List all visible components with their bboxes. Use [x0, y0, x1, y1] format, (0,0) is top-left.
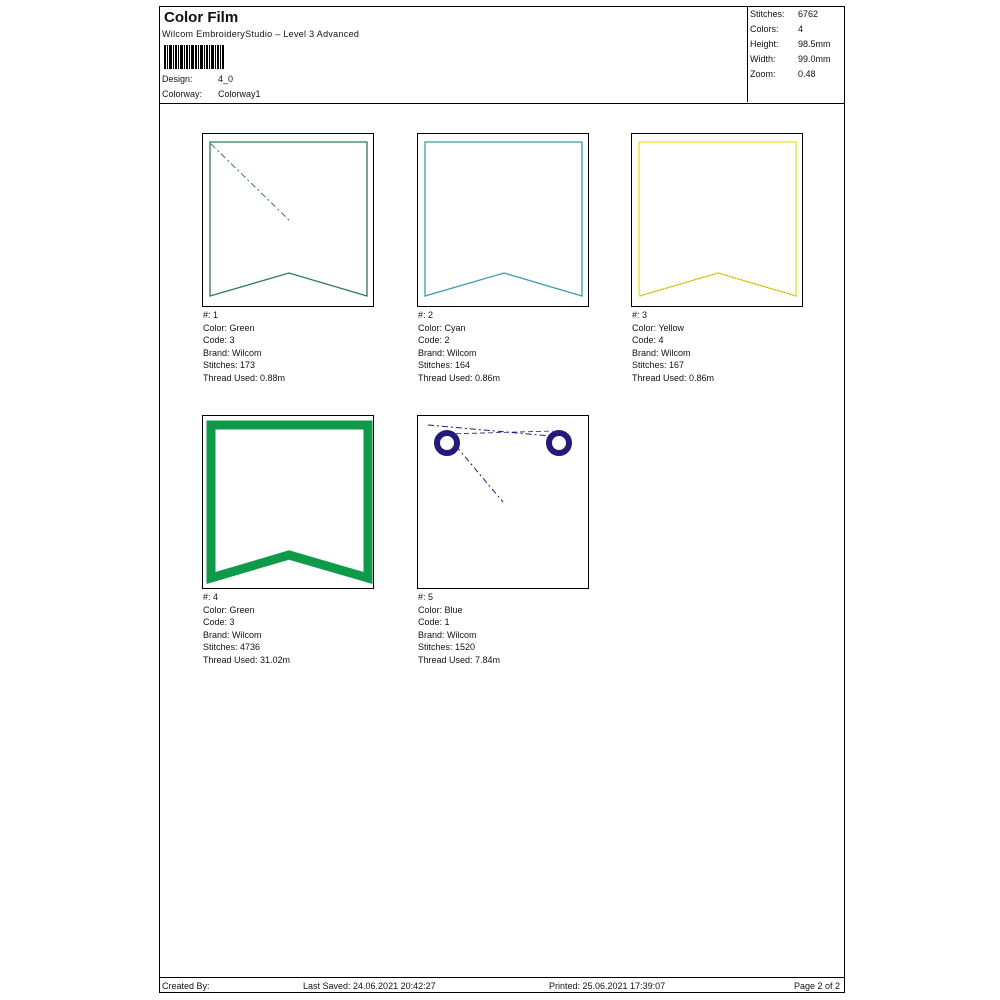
design-row [162, 74, 233, 84]
film-tile-1 [202, 133, 374, 307]
film-preview-2 [418, 134, 588, 306]
design-stats: Stitches: 6762 Colors: 4 Height: 98.5mm Width: 99.0mm Zoom: 0.48 [747, 7, 845, 102]
film-info-3: #: 3 Color: Yellow Code: 4 Brand: Wilcom Stitches: 167 Thread Used: 0.86m [632, 310, 715, 383]
printed-date: Printed: 25.06.2021 17:39:07 [549, 981, 666, 991]
design-value: 4_0 [218, 74, 234, 84]
film-info-4: #: 4 Color: Green Code: 3 Brand: Wilcom Stitches: 4736 Thread Used: 31.02m [203, 592, 291, 665]
film-stitch-outline-3 [639, 142, 796, 296]
colorway-label: Colorway: [162, 89, 203, 99]
report-footer [160, 977, 844, 993]
color-film-page [159, 6, 845, 993]
report-header [160, 7, 844, 104]
film-eyelet-right-5 [549, 433, 569, 453]
created-by: Created By: [162, 981, 210, 991]
colorway-value: Colorway1 [218, 89, 261, 99]
page-number: Page 2 of 2 [793, 981, 840, 991]
software-name: Wilcom EmbroideryStudio – Level 3 Advanced [162, 29, 360, 39]
film-stitch-detail-3 [640, 273, 796, 296]
film-tile-4 [202, 415, 374, 589]
barcode-icon [164, 45, 224, 69]
film-info-1: #: 1 Color: Green Code: 3 Brand: Wilcom Stitches: 173 Thread Used: 0.88m [203, 310, 286, 383]
film-eyelet-left-5 [437, 433, 457, 453]
film-info-2: #: 2 Color: Cyan Code: 2 Brand: Wilcom Stitches: 164 Thread Used: 0.86m [418, 310, 501, 383]
film-preview-5 [418, 416, 588, 588]
film-tile-3 [631, 133, 803, 307]
film-info-5: #: 5 Color: Blue Code: 1 Brand: Wilcom Stitches: 1520 Thread Used: 7.84m [418, 592, 501, 665]
film-tile-5 [417, 415, 589, 589]
film-stitch-outline-2 [425, 142, 582, 296]
film-stitch-outline-4 [211, 425, 368, 578]
film-preview-1 [203, 134, 373, 306]
film-tile-2 [417, 133, 589, 307]
report-title: Color Film [164, 9, 239, 26]
film-jump-line-1 [211, 144, 291, 222]
last-saved: Last Saved: 24.06.2021 20:42:27 [303, 981, 436, 991]
film-preview-3 [632, 134, 802, 306]
film-jump-line-5c [456, 446, 503, 502]
film-preview-4 [203, 416, 373, 588]
colorway-row [162, 89, 261, 99]
design-label: Design: [162, 74, 193, 84]
